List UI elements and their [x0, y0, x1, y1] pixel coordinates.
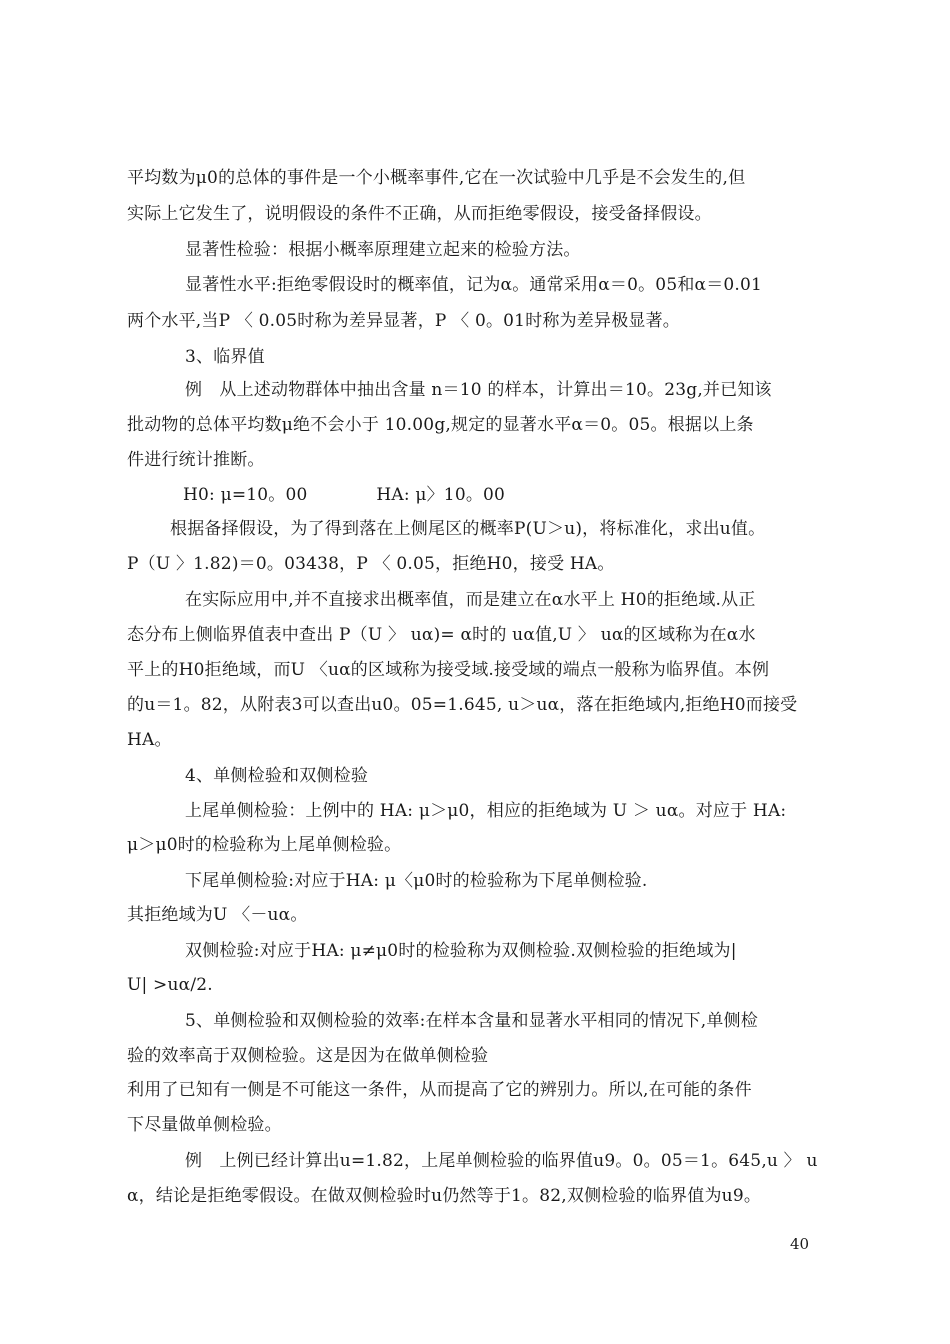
text-line: P（U 〉1.82)＝0。03438，P 〈 0.05，拒绝H0，接受 HA。	[127, 554, 615, 574]
text-line: 在实际应用中,并不直接求出概率值，而是建立在α水平上 H0的拒绝域.从正	[185, 590, 756, 610]
text-line: 下尽量做单侧检验。	[127, 1115, 282, 1135]
text-line: 显著性检验：根据小概率原理建立起来的检验方法。	[185, 240, 581, 260]
text-line: U| >uα/2.	[127, 975, 213, 995]
text-line: 显著性水平:拒绝零假设时的概率值，记为α。通常采用α＝0。05和α＝0.01	[185, 275, 763, 295]
text-line: 验的效率高于双侧检验。这是因为在做单侧检验	[127, 1046, 489, 1066]
text-line: 根据备择假设，为了得到落在上侧尾区的概率P(U＞u)，将标准化，求出u值。	[170, 519, 766, 539]
text-line: 件进行统计推断。	[127, 450, 265, 470]
text-line: 下尾单侧检验:对应于HA: μ〈μ0时的检验称为下尾单侧检验.	[185, 871, 648, 891]
text-line: 双侧检验:对应于HA: μ≠μ0时的检验称为双侧检验.双侧检验的拒绝域为|	[185, 941, 737, 961]
text-line: μ＞μ0时的检验称为上尾单侧检验。	[127, 835, 402, 855]
text-line: 实际上它发生了，说明假设的条件不正确，从而拒绝零假设，接受备择假设。	[127, 204, 712, 224]
hypothesis-line: H0: μ=10。00 HA: μ〉10。00	[183, 485, 506, 505]
text-line: 的u＝1。82，从附表3可以查出u0。05=1.645, u＞uα，落在拒绝域内,拒绝H0而接受	[127, 695, 798, 715]
text-line: 态分布上侧临界值表中查出 P（U 〉 uα)= α时的 uα值,U 〉 uα的区域称为在α水	[127, 625, 756, 645]
text-line: 两个水平,当P 〈 0.05时称为差异显著，P 〈 0。01时称为差异极显著。	[127, 311, 680, 331]
text-line: 其拒绝域为U 〈－uα。	[127, 905, 308, 925]
text-line: α，结论是拒绝零假设。在做双侧检验时u仍然等于1。82,双侧检验的临界值为u9。	[127, 1186, 762, 1206]
text-line: HA。	[127, 730, 172, 750]
text-line: 利用了已知有一侧是不可能这一条件，从而提高了它的辨别力。所以,在可能的条件	[127, 1080, 752, 1100]
text-line: 上尾单侧检验：上例中的 HA: μ＞μ0，相应的拒绝域为 U ＞ uα。对应于 HA:	[185, 801, 787, 821]
section-heading: 4、单侧检验和双侧检验	[185, 766, 369, 786]
page-number: 40	[790, 1235, 810, 1253]
text-line: 平均数为μ0的总体的事件是一个小概率事件,它在一次试验中几乎是不会发生的,但	[127, 168, 746, 188]
section-heading: 5、单侧检验和双侧检验的效率:在样本含量和显著水平相同的情况下,单侧检	[185, 1011, 758, 1031]
text-line: 平上的H0拒绝域，而U 〈uα的区域称为接受域.接受域的端点一般称为临界值。本例	[127, 660, 770, 680]
text-line: 例 从上述动物群体中抽出含量 n＝10 的样本，计算出＝10。23g,并已知该	[185, 380, 772, 400]
text-line: 例 上例已经计算出u=1.82，上尾单侧检验的临界值u9。0。05＝1。645,u 〉 u	[185, 1151, 818, 1171]
section-heading: 3、临界值	[185, 347, 265, 367]
text-line: 批动物的总体平均数μ绝不会小于 10.00g,规定的显著水平α＝0。05。根据以上条	[127, 415, 754, 435]
